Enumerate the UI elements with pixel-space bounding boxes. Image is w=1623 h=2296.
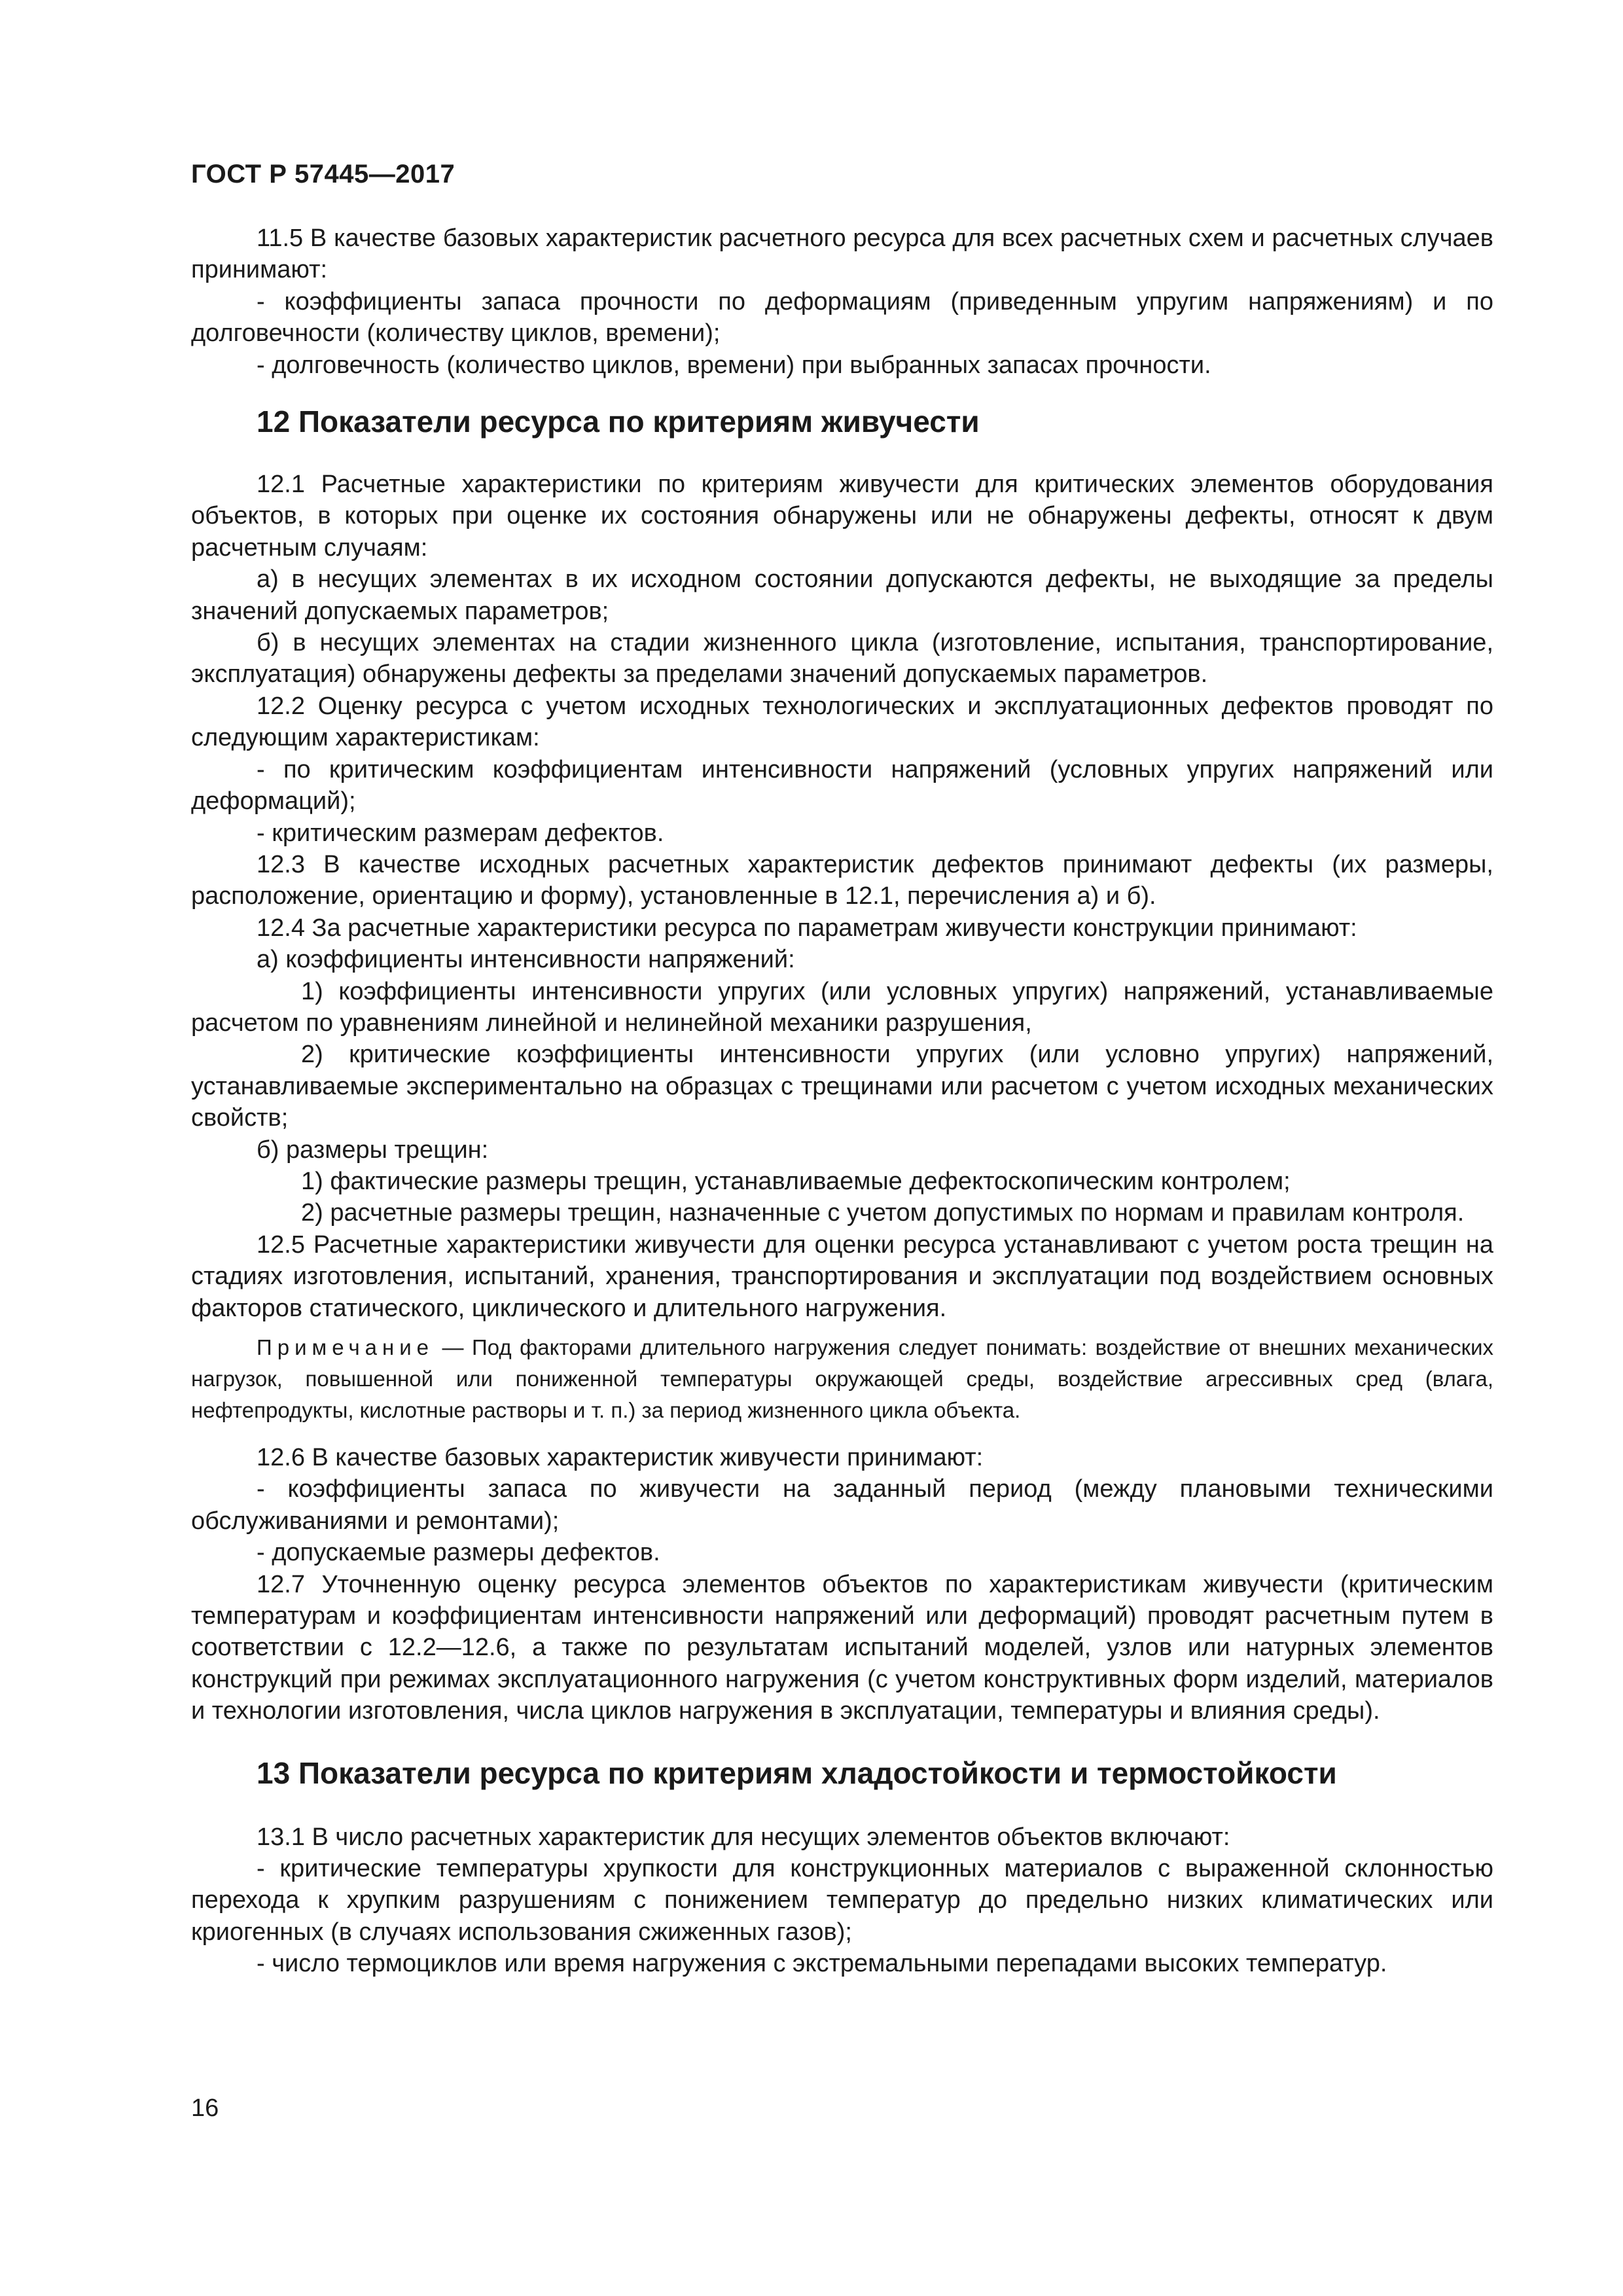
list-item: б) размеры трещин: (257, 1136, 489, 1164)
paragraph-12-5: 12.5 Расчетные характеристики живучести для оценки ресурса устанавливают с учетом роста трещин на стадиях изготовления, испытаний, хранения, транспортирования и эксплуатации под воздействием основных факторов статического, циклического и длительного нагружения. (191, 1230, 1493, 1322)
paragraph-13-1: 13.1 В число расчетных характеристик для несущих элементов объектов включают: (257, 1823, 1230, 1851)
note-label: Примечание (257, 1335, 435, 1359)
paragraph-12-3: 12.3 В качестве исходных расчетных характеристик дефектов принимают дефекты (их размеры, расположение, ориентацию и форму), установленные в 12.1, перечисления а) и б). (191, 850, 1493, 910)
document-header: ГОСТ Р 57445—2017 (191, 160, 455, 188)
list-item: - по критическим коэффициентам интенсивности напряжений (условных упругих напряжений или деформаций); (191, 755, 1493, 816)
section-12-heading: 12 Показатели ресурса по критериям живучести (257, 404, 980, 439)
list-item: - критическим размерам дефектов. (257, 819, 664, 847)
list-item: - число термоциклов или время нагружения с экстремальными перепадами высоких температур. (257, 1950, 1387, 1978)
sub-list-item: 1) коэффициенты интенсивности упругих (или условных упругих) напряжений, устанавливаемые расчетом по уравнениям линейной и нелинейной механики разрушения, (191, 977, 1493, 1037)
note-block (191, 1332, 1493, 1426)
paragraph-12-6: 12.6 В качестве базовых характеристик живучести принимают: (257, 1444, 984, 1471)
paragraph-12-1: 12.1 Расчетные характеристики по критериям живучести для критических элементов оборудования объектов, в которых при оценке их состояния обнаружены или не обнаружены дефекты, относят к двум расчетным случаям: (191, 471, 1493, 562)
list-item: - коэффициенты запаса прочности по деформациям (приведенным упругим напряжениям) и по долговечности (количеству циклов, времени); (191, 287, 1493, 348)
note-text: — Под факторами длительного нагружения следует понимать: воздействие от внешних механических нагрузок, повышенной или пониженной температуры окружающей среды, воздействие агрессивных сред (влага, нефтепродукты, кислотные растворы и т. п.) за период жизненного цикла объекта. (191, 1335, 1493, 1422)
sub-list-item: 2) критические коэффициенты интенсивности упругих (или условно упругих) напряжений, устанавливаемые экспериментально на образцах с трещинами или расчетом с учетом исходных механических свойств; (191, 1041, 1493, 1132)
paragraph-11-5: 11.5 В качестве базовых характеристик расчетного ресурса для всех расчетных схем и расчетных случаев принимают: (191, 224, 1493, 284)
section-13-heading: 13 Показатели ресурса по критериям хладостойкости и термостойкости (257, 1755, 1337, 1790)
sub-list-item: 1) фактические размеры трещин, устанавливаемые дефектоскопическим контролем; (301, 1167, 1291, 1195)
page-number: 16 (191, 2094, 219, 2122)
list-item: - коэффициенты запаса по живучести на заданный период (между плановыми техническими обслуживаниями и ремонтами); (191, 1475, 1493, 1535)
page-content (191, 223, 1493, 1980)
sub-list-item: 2) расчетные размеры трещин, назначенные с учетом допустимых по нормам и правилам контроля. (301, 1199, 1465, 1227)
list-item: б) в несущих элементах на стадии жизненного цикла (изготовление, испытания, транспортирование, эксплуатация) обнаружены дефекты за пределами значений допускаемых параметров. (191, 629, 1493, 689)
list-item: - долговечность (количество циклов, времени) при выбранных запасах прочности. (257, 351, 1211, 379)
paragraph-12-2: 12.2 Оценку ресурса с учетом исходных технологических и эксплуатационных дефектов проводят по следующим характеристикам: (191, 692, 1493, 752)
list-item: - допускаемые размеры дефектов. (257, 1539, 660, 1567)
list-item: - критические температуры хрупкости для конструкционных материалов с выраженной склонностью перехода к хрупким разрушениям с понижением температур до предельно низких климатических или криогенных (в случаях использования сжиженных газов); (191, 1855, 1493, 1946)
paragraph-12-7: 12.7 Уточненную оценку ресурса элементов объектов по характеристикам живучести (критическим температурам и коэффициентам интенсивности напряжений или деформаций) проводят расчетным путем в соответствии с 12.2—12.6, а также по результатам испытаний моделей, узлов или натурных элементов конструкций при режимах эксплуатационного нагружения (с учетом конструктивных форм изделий, материалов и технологии изготовления, числа циклов нагружения в эксплуатации, температуры и влияния среды). (191, 1570, 1493, 1725)
paragraph-12-4: 12.4 За расчетные характеристики ресурса по параметрам живучести конструкции принимают: (257, 914, 1357, 942)
list-item: а) коэффициенты интенсивности напряжений: (257, 946, 795, 974)
list-item: а) в несущих элементах в их исходном состоянии допускаются дефекты, не выходящие за пределы значений допускаемых параметров; (191, 565, 1493, 625)
